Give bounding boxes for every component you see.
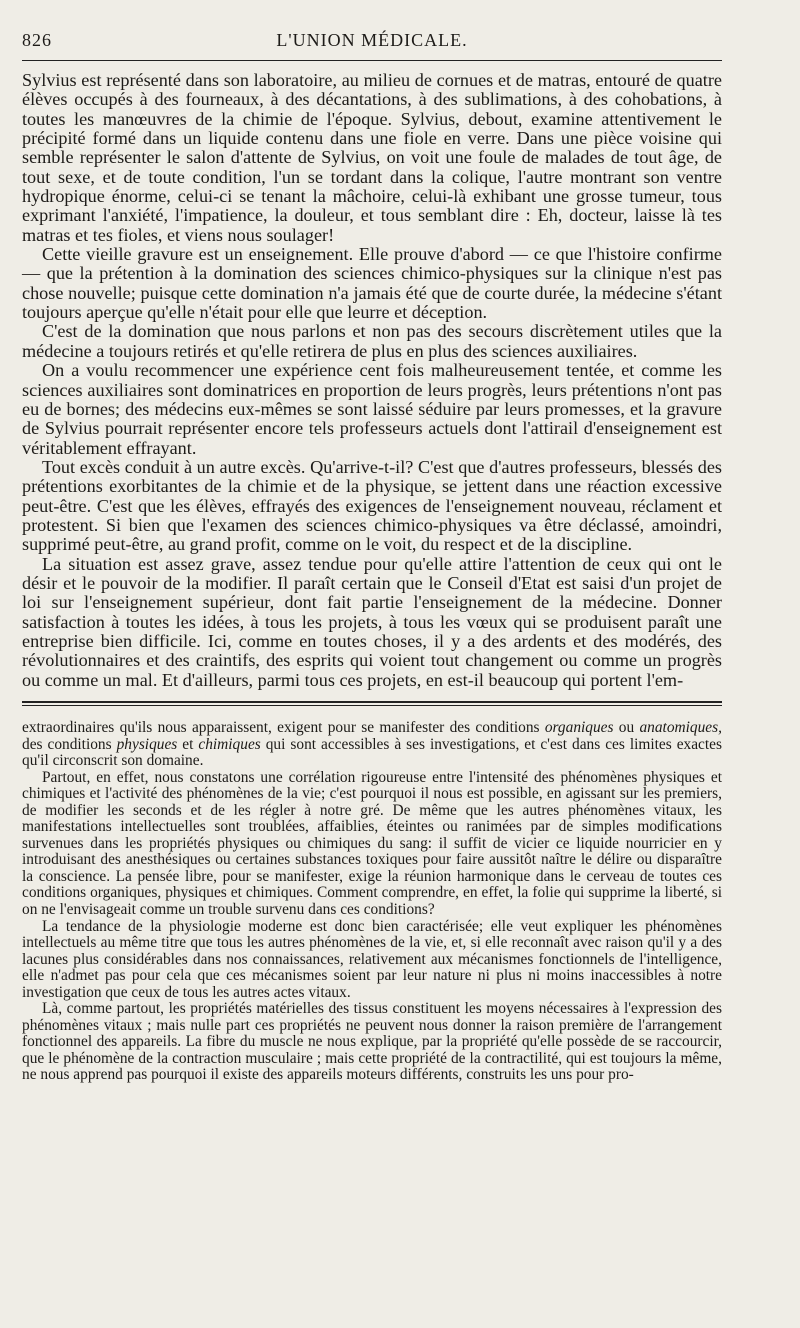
main-paragraph: On a voulu recommencer une expérience cent fois malheureusement tentée, et comme les sciences auxiliaires sont dominatrices en proportion de leurs progrès, leurs prétentions n'ont pas eu de bornes; des médecins eux-mêmes se sont laissé séduire par leurs promesses, et la gravure de Sylvius pourrait représenter encore tels professeurs actuels dont l'attirail d'enseignement est véritablement effrayant.	[22, 360, 722, 458]
footnote-separator	[22, 701, 722, 706]
main-paragraph: C'est de la domination que nous parlons et non pas des secours discrètement utiles que la médecine a toujours retirés et qu'elle retirera de plus en plus des sciences auxiliaires.	[22, 321, 722, 361]
footnote-paragraph: La tendance de la physiologie moderne est donc bien caractérisée; elle veut expliquer les phénomènes intellectuels au même titre que tous les autres phénomènes de la vie, et, si elle reconnaît avec raison qu'il y a des lacunes plus considérables dans nos connaissances, relativement aux mécanismes fonctionnels de l'intelligence, elle n'admet pas pour cela que ces mécanismes soient par leur nature ni plus ni moins inaccessibles à notre investigation que ceux de tous les autres actes vitaux.	[22, 917, 722, 1001]
italic-term: organiques	[544, 719, 614, 736]
main-paragraph: La situation est assez grave, assez tendue pour qu'elle attire l'attention de ceux qui ont le désir et le pouvoir de la modifier. Il paraît certain que le Conseil d'Etat est saisi d'un projet de loi sur l'enseignement supérieur, dont fait partie l'enseignement de la médecine. Donner satisfaction à toutes les idées, à tous les projets, à tous les vœux qui se produisent paraît une entreprise bien difficile. Ici, comme en toutes choses, il y a des ardents et des modérés, des révolutionnaires et des craintifs, des esprits qui voient tout changement ou comme un progrès ou comme un mal. Et d'ailleurs, parmi tous ces projets, en est-il beaucoup qui portent l'em-	[22, 553, 722, 690]
journal-title: L'UNION MÉDICALE.	[276, 30, 468, 50]
main-paragraph: Tout excès conduit à un autre excès. Qu'arrive-t-il? C'est que d'autres professeurs, blessés des prétentions exorbitantes de la chimie et de la physique, se jettent dans une réaction excessive peut-être. C'est que les élèves, effrayés des exigences de l'enseignement nouveau, réclament et protestent. Si bien que l'examen des sciences chimico-physiques va être déclassé, amoindri, supprimé peut-être, au grand profit, comme on le voit, du respect et de la discipline.	[22, 456, 722, 555]
italic-term: physiques	[116, 735, 178, 753]
main-paragraph: Sylvius est représenté dans son laboratoire, au milieu de cornues et de matras, entouré de quatre élèves occupés à des fourneaux, à des décantations, à des sublimations, à des cohobations, à toutes les manœuvres de la chimie de l'époque. Sylvius, debout, examine attentivement le précipité formé dans un liquide contenu dans une fiole en verre. Dans une pièce voisine qui semble représenter le salon d'attente de Sylvius, on voit une foule de malades de tout âge, de tout sexe, et de toute condition, l'un se tordant dans la colique, l'autre montrant son ventre hydropique énorme, celui-ci se tenant la mâchoire, celui-là exhibant une grosse tumeur, tous exprimant l'anxiété, l'impatience, la douleur, et tous semblant dire : Eh, docteur, laisse là tes matras et tes fioles, et viens nous soulager!	[22, 70, 722, 245]
main-text	[22, 71, 722, 690]
running-head	[22, 26, 722, 60]
italic-term: chimiques	[198, 735, 261, 753]
header-rule	[22, 60, 722, 61]
footnote-paragraph: Là, comme partout, les propriétés matérielles des tissus constituent les moyens nécessaires à l'expression des phénomènes vitaux ; mais nulle part ces propriétés ne peuvent nous donner la raison première de l'arrangement fonctionnel des appareils. La fibre du muscle ne nous explique, par la propriété qu'elle possède de se raccourcir, que le phénomène de la contraction musculaire ; mais cette propriété de la contractilité, qui est toujours la même, ne nous apprend pas pourquoi il existe des appareils moteurs différents, construits les uns pour pro-	[22, 1000, 722, 1084]
main-paragraph: Cette vieille gravure est un enseignement. Elle prouve d'abord — ce que l'histoire confirme — que la prétention à la domination des sciences chimico-physiques sur la clinique n'est pas chose nouvelle; puisque cette domination n'a jamais été que de courte durée, la médecine s'étant toujours aperçue qu'elle n'était pour elle que leurre et déception.	[22, 244, 722, 323]
footnote-paragraph: Partout, en effet, nous constatons une corrélation rigoureuse entre l'intensité des phénomènes physiques et chimiques et l'activité des phénomènes de la vie; c'est pourquoi il nous est possible, en agissant sur les premiers, de modifier les seconds et de les régler à notre gré. De même que les autres phénomènes vitaux, les manifestations intellectuelles sont troublées, affaiblies, éteintes ou ranimées par de simples modifications survenues dans les propriétés physiques ou chimiques du sang: il suffit de vicier ce liquide nourricier en y introduisant des anesthésiques ou certaines substances toxiques pour faire aussitôt naître le délire ou disparaître la conscience. La pensée libre, pour se manifester, exige la réunion harmonique dans le cerveau de toutes ces conditions organiques, physiques et chimiques. Comment comprendre, en effet, la folie qui supprime la liberté, si on ne l'envisageait comme un trouble survenu dans ces conditions?	[22, 768, 722, 919]
italic-term: anatomiques,	[639, 719, 722, 736]
footnote-paragraph: extraordinaires qu'ils nous apparaissent, exigent pour se manifester des conditions organiques ou anatomiques, des conditions physiques et chimiques qui sont accessibles à ses investigations, et c'est dans ces limites exactes qu'il circonscrit son domaine.	[22, 719, 722, 770]
footnote	[22, 720, 722, 1084]
page-number: 826	[22, 30, 52, 50]
